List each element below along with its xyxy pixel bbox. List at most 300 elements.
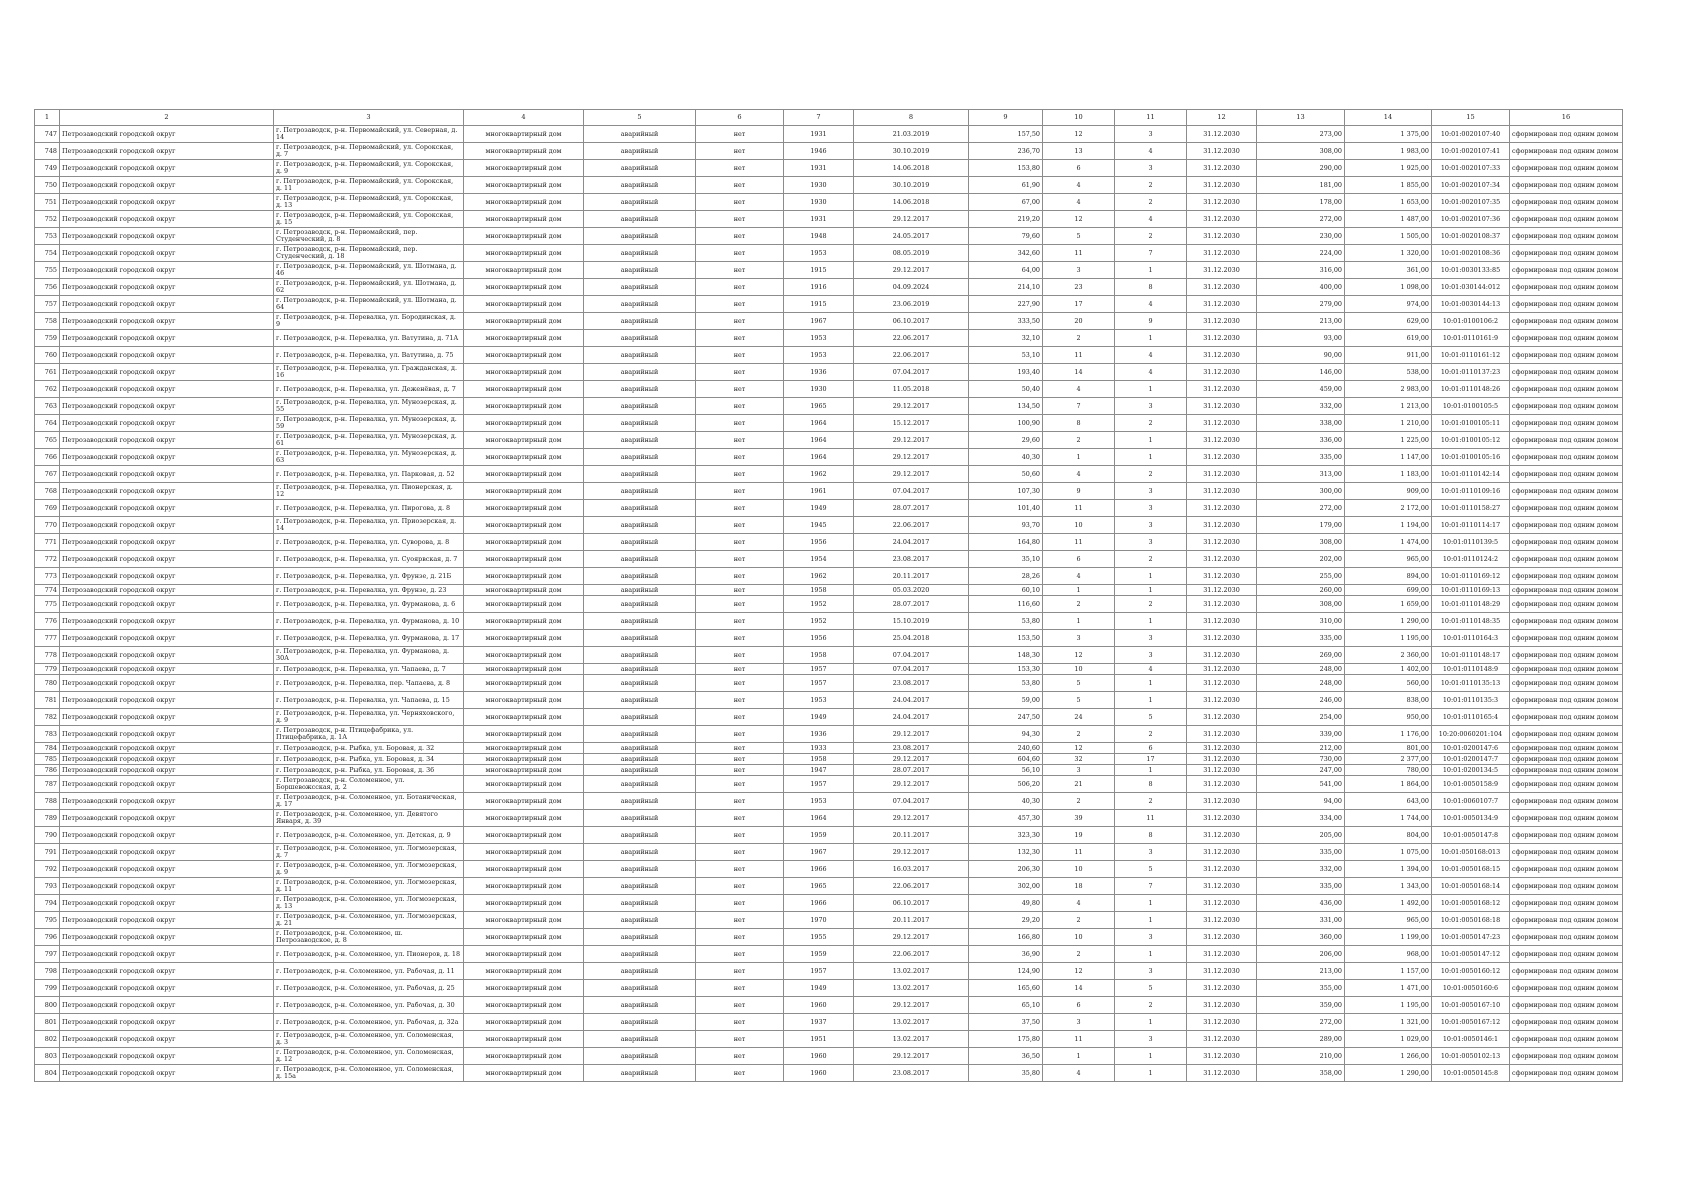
- table-row: [35, 765, 1623, 776]
- land-area-cell: 359,00: [1257, 997, 1345, 1014]
- land-area-cell: 290,00: [1257, 160, 1345, 177]
- land-area-cell: 248,00: [1257, 664, 1345, 675]
- cultural-heritage-cell: нет: [696, 613, 784, 630]
- land-plot-status-cell: сформирован под одним домом: [1510, 313, 1623, 330]
- land-plot-status-cell: сформирован под одним домом: [1510, 895, 1623, 912]
- cadastral-value-cell: 1 210,00: [1345, 415, 1432, 432]
- cadastral-number-cell: 10:01:0110142:14: [1432, 466, 1510, 483]
- residents-count-cell: 12: [1043, 647, 1115, 664]
- land-area-cell: 202,00: [1257, 551, 1345, 568]
- municipality-cell: Петрозаводский городской округ: [60, 483, 274, 500]
- land-plot-status-cell: сформирован под одним домом: [1510, 364, 1623, 381]
- cadastral-value-cell: 1 225,00: [1345, 432, 1432, 449]
- object-type-cell: многоквартирный дом: [464, 211, 584, 228]
- object-type-cell: многоквартирный дом: [464, 449, 584, 466]
- planned-date-cell: 31.12.2030: [1187, 568, 1257, 585]
- row-number-cell: 795: [35, 912, 60, 929]
- address-cell: г. Петрозаводск, р-н. Перевалка, ул. Бородинская, д. 9: [274, 313, 464, 330]
- object-type-cell: многоквартирный дом: [464, 534, 584, 551]
- cultural-heritage-cell: нет: [696, 692, 784, 709]
- cadastral-value-cell: 538,00: [1345, 364, 1432, 381]
- apartments-count-cell: 6: [1115, 743, 1187, 754]
- land-area-cell: 400,00: [1257, 279, 1345, 296]
- residents-count-cell: 5: [1043, 692, 1115, 709]
- apartments-count-cell: 1: [1115, 1065, 1187, 1082]
- land-area-cell: 436,00: [1257, 895, 1345, 912]
- condition-cell: аварийный: [584, 613, 696, 630]
- cultural-heritage-cell: нет: [696, 726, 784, 743]
- table-row: [35, 776, 1623, 793]
- emergency-date-cell: 14.06.2018: [854, 160, 969, 177]
- apartments-count-cell: 3: [1115, 500, 1187, 517]
- address-cell: г. Петрозаводск, р-н. Первомайский, ул. Сорокская, д. 15: [274, 211, 464, 228]
- municipality-cell: Петрозаводский городской округ: [60, 895, 274, 912]
- condition-cell: аварийный: [584, 630, 696, 647]
- municipality-cell: Петрозаводский городской округ: [60, 279, 274, 296]
- table-row: [35, 177, 1623, 194]
- planned-date-cell: 31.12.2030: [1187, 1014, 1257, 1031]
- cadastral-value-cell: 1 474,00: [1345, 534, 1432, 551]
- table-row: [35, 143, 1623, 160]
- municipality-cell: Петрозаводский городской округ: [60, 585, 274, 596]
- cadastral-value-cell: 965,00: [1345, 551, 1432, 568]
- emergency-date-cell: 15.12.2017: [854, 415, 969, 432]
- row-number-cell: 771: [35, 534, 60, 551]
- municipality-cell: Петрозаводский городской округ: [60, 534, 274, 551]
- table-row: [35, 754, 1623, 765]
- emergency-date-cell: 14.06.2018: [854, 194, 969, 211]
- apartments-count-cell: 1: [1115, 765, 1187, 776]
- row-number-cell: 770: [35, 517, 60, 534]
- land-area-cell: 313,00: [1257, 466, 1345, 483]
- address-cell: г. Петрозаводск, р-н. Перевалка, ул. Пирогова, д. 8: [274, 500, 464, 517]
- year-built-cell: 1952: [784, 596, 854, 613]
- total-area-cell: 175,80: [969, 1031, 1043, 1048]
- address-cell: г. Петрозаводск, р-н. Первомайский, ул. Сорокская, д. 13: [274, 194, 464, 211]
- residents-count-cell: 14: [1043, 980, 1115, 997]
- cultural-heritage-cell: нет: [696, 878, 784, 895]
- cadastral-value-cell: 780,00: [1345, 765, 1432, 776]
- object-type-cell: многоквартирный дом: [464, 466, 584, 483]
- land-plot-status-cell: сформирован под одним домом: [1510, 585, 1623, 596]
- planned-date-cell: 31.12.2030: [1187, 765, 1257, 776]
- cadastral-value-cell: 804,00: [1345, 827, 1432, 844]
- emergency-date-cell: 29.12.2017: [854, 997, 969, 1014]
- row-number-cell: 785: [35, 754, 60, 765]
- planned-date-cell: 31.12.2030: [1187, 912, 1257, 929]
- emergency-date-cell: 29.12.2017: [854, 726, 969, 743]
- year-built-cell: 1953: [784, 692, 854, 709]
- apartments-count-cell: 3: [1115, 483, 1187, 500]
- condition-cell: аварийный: [584, 810, 696, 827]
- cadastral-number-cell: 10:01:0050168:14: [1432, 878, 1510, 895]
- cadastral-value-cell: 1 195,00: [1345, 630, 1432, 647]
- total-area-cell: 29,60: [969, 432, 1043, 449]
- total-area-cell: 116,60: [969, 596, 1043, 613]
- total-area-cell: 124,90: [969, 963, 1043, 980]
- planned-date-cell: 31.12.2030: [1187, 398, 1257, 415]
- planned-date-cell: 31.12.2030: [1187, 1031, 1257, 1048]
- cultural-heritage-cell: нет: [696, 296, 784, 313]
- land-area-cell: 181,00: [1257, 177, 1345, 194]
- cultural-heritage-cell: нет: [696, 381, 784, 398]
- land-area-cell: 541,00: [1257, 776, 1345, 793]
- total-area-cell: 61,90: [969, 177, 1043, 194]
- address-cell: г. Петрозаводск, р-н. Перевалка, ул. Мунозерская, д. 61: [274, 432, 464, 449]
- planned-date-cell: 31.12.2030: [1187, 296, 1257, 313]
- land-plot-status-cell: сформирован под одним домом: [1510, 776, 1623, 793]
- planned-date-cell: 31.12.2030: [1187, 895, 1257, 912]
- total-area-cell: 153,50: [969, 630, 1043, 647]
- condition-cell: аварийный: [584, 743, 696, 754]
- cultural-heritage-cell: нет: [696, 483, 784, 500]
- cadastral-value-cell: 2 377,00: [1345, 754, 1432, 765]
- year-built-cell: 1959: [784, 946, 854, 963]
- apartments-count-cell: 11: [1115, 810, 1187, 827]
- condition-cell: аварийный: [584, 296, 696, 313]
- total-area-cell: 40,30: [969, 793, 1043, 810]
- land-plot-status-cell: сформирован под одним домом: [1510, 912, 1623, 929]
- apartments-count-cell: 3: [1115, 398, 1187, 415]
- emergency-date-cell: 25.04.2018: [854, 630, 969, 647]
- condition-cell: аварийный: [584, 211, 696, 228]
- condition-cell: аварийный: [584, 963, 696, 980]
- planned-date-cell: 31.12.2030: [1187, 364, 1257, 381]
- total-area-cell: 53,80: [969, 613, 1043, 630]
- land-plot-status-cell: сформирован под одним домом: [1510, 963, 1623, 980]
- row-number-cell: 764: [35, 415, 60, 432]
- land-area-cell: 273,00: [1257, 126, 1345, 143]
- row-number-cell: 787: [35, 776, 60, 793]
- address-cell: г. Петрозаводск, р-н. Перевалка, ул. Деженёвая, д. 7: [274, 381, 464, 398]
- object-type-cell: многоквартирный дом: [464, 596, 584, 613]
- municipality-cell: Петрозаводский городской округ: [60, 245, 274, 262]
- residents-count-cell: 11: [1043, 1031, 1115, 1048]
- planned-date-cell: 31.12.2030: [1187, 585, 1257, 596]
- residents-count-cell: 9: [1043, 483, 1115, 500]
- land-area-cell: 360,00: [1257, 929, 1345, 946]
- apartments-count-cell: 17: [1115, 754, 1187, 765]
- cadastral-value-cell: 1 098,00: [1345, 279, 1432, 296]
- object-type-cell: многоквартирный дом: [464, 946, 584, 963]
- land-plot-status-cell: сформирован под одним домом: [1510, 177, 1623, 194]
- condition-cell: аварийный: [584, 827, 696, 844]
- cultural-heritage-cell: нет: [696, 585, 784, 596]
- apartments-count-cell: 3: [1115, 160, 1187, 177]
- emergency-date-cell: 30.10.2019: [854, 143, 969, 160]
- address-cell: г. Петрозаводск, р-н. Перевалка, ул. Парковая, д. 52: [274, 466, 464, 483]
- object-type-cell: многоквартирный дом: [464, 262, 584, 279]
- land-plot-status-cell: сформирован под одним домом: [1510, 415, 1623, 432]
- residents-count-cell: 5: [1043, 675, 1115, 692]
- total-area-cell: 60,10: [969, 585, 1043, 596]
- cadastral-number-cell: 10:01:0100105:11: [1432, 415, 1510, 432]
- cultural-heritage-cell: нет: [696, 245, 784, 262]
- cadastral-value-cell: 699,00: [1345, 585, 1432, 596]
- municipality-cell: Петрозаводский городской округ: [60, 946, 274, 963]
- municipality-cell: Петрозаводский городской округ: [60, 630, 274, 647]
- cultural-heritage-cell: нет: [696, 743, 784, 754]
- year-built-cell: 1964: [784, 449, 854, 466]
- land-plot-status-cell: сформирован под одним домом: [1510, 997, 1623, 1014]
- year-built-cell: 1949: [784, 980, 854, 997]
- total-area-cell: 164,80: [969, 534, 1043, 551]
- total-area-cell: 193,40: [969, 364, 1043, 381]
- planned-date-cell: 31.12.2030: [1187, 946, 1257, 963]
- planned-date-cell: 31.12.2030: [1187, 793, 1257, 810]
- total-area-cell: 166,80: [969, 929, 1043, 946]
- planned-date-cell: 31.12.2030: [1187, 878, 1257, 895]
- table-row: [35, 262, 1623, 279]
- address-cell: г. Петрозаводск, р-н. Соломенное, ул. Логмозерская, д. 7: [274, 844, 464, 861]
- year-built-cell: 1961: [784, 483, 854, 500]
- apartments-count-cell: 4: [1115, 211, 1187, 228]
- total-area-cell: 219,20: [969, 211, 1043, 228]
- cadastral-number-cell: 10:01:0020107:33: [1432, 160, 1510, 177]
- residents-count-cell: 11: [1043, 500, 1115, 517]
- municipality-cell: Петрозаводский городской округ: [60, 211, 274, 228]
- land-area-cell: 272,00: [1257, 1014, 1345, 1031]
- emergency-date-cell: 24.04.2017: [854, 534, 969, 551]
- total-area-cell: 323,30: [969, 827, 1043, 844]
- year-built-cell: 1962: [784, 568, 854, 585]
- land-area-cell: 255,00: [1257, 568, 1345, 585]
- emergency-date-cell: 29.12.2017: [854, 754, 969, 765]
- emergency-date-cell: 23.08.2017: [854, 1065, 969, 1082]
- total-area-cell: 49,80: [969, 895, 1043, 912]
- apartments-count-cell: 1: [1115, 1014, 1187, 1031]
- condition-cell: аварийный: [584, 726, 696, 743]
- total-area-cell: 93,70: [969, 517, 1043, 534]
- land-plot-status-cell: сформирован под одним домом: [1510, 630, 1623, 647]
- land-plot-status-cell: сформирован под одним домом: [1510, 568, 1623, 585]
- land-area-cell: 269,00: [1257, 647, 1345, 664]
- cadastral-number-cell: 10:01:0110148:35: [1432, 613, 1510, 630]
- row-number-cell: 779: [35, 664, 60, 675]
- cadastral-number-cell: 10:01:0020108:37: [1432, 228, 1510, 245]
- land-plot-status-cell: сформирован под одним домом: [1510, 398, 1623, 415]
- row-number-cell: 804: [35, 1065, 60, 1082]
- emergency-date-cell: 22.06.2017: [854, 517, 969, 534]
- row-number-cell: 750: [35, 177, 60, 194]
- land-plot-status-cell: сформирован под одним домом: [1510, 647, 1623, 664]
- year-built-cell: 1930: [784, 177, 854, 194]
- municipality-cell: Петрозаводский городской округ: [60, 143, 274, 160]
- residents-count-cell: 2: [1043, 330, 1115, 347]
- row-number-cell: 749: [35, 160, 60, 177]
- emergency-date-cell: 23.08.2017: [854, 675, 969, 692]
- table-row: [35, 692, 1623, 709]
- residents-count-cell: 10: [1043, 861, 1115, 878]
- cadastral-value-cell: 1 320,00: [1345, 245, 1432, 262]
- object-type-cell: многоквартирный дом: [464, 997, 584, 1014]
- year-built-cell: 1958: [784, 647, 854, 664]
- residents-count-cell: 2: [1043, 432, 1115, 449]
- condition-cell: аварийный: [584, 143, 696, 160]
- planned-date-cell: 31.12.2030: [1187, 613, 1257, 630]
- apartments-count-cell: 2: [1115, 997, 1187, 1014]
- municipality-cell: Петрозаводский городской округ: [60, 726, 274, 743]
- cadastral-value-cell: 2 983,00: [1345, 381, 1432, 398]
- land-area-cell: 335,00: [1257, 449, 1345, 466]
- object-type-cell: многоквартирный дом: [464, 810, 584, 827]
- table-row: [35, 963, 1623, 980]
- cadastral-value-cell: 1 983,00: [1345, 143, 1432, 160]
- table-row: [35, 810, 1623, 827]
- cadastral-value-cell: 1 321,00: [1345, 1014, 1432, 1031]
- total-area-cell: 457,30: [969, 810, 1043, 827]
- total-area-cell: 132,30: [969, 844, 1043, 861]
- row-number-cell: 798: [35, 963, 60, 980]
- cultural-heritage-cell: нет: [696, 675, 784, 692]
- land-plot-status-cell: сформирован под одним домом: [1510, 946, 1623, 963]
- cadastral-number-cell: 10:01:0020107:35: [1432, 194, 1510, 211]
- residents-count-cell: 20: [1043, 313, 1115, 330]
- year-built-cell: 1937: [784, 1014, 854, 1031]
- cadastral-number-cell: 10:01:0110161:12: [1432, 347, 1510, 364]
- row-number-cell: 803: [35, 1048, 60, 1065]
- cadastral-number-cell: 10:01:0110148:17: [1432, 647, 1510, 664]
- condition-cell: аварийный: [584, 364, 696, 381]
- emergency-date-cell: 22.06.2017: [854, 878, 969, 895]
- cadastral-number-cell: 10:01:0110164:3: [1432, 630, 1510, 647]
- emergency-date-cell: 16.03.2017: [854, 861, 969, 878]
- address-cell: г. Петрозаводск, р-н. Первомайский, ул. Шотмана, д. 64: [274, 296, 464, 313]
- planned-date-cell: 31.12.2030: [1187, 664, 1257, 675]
- land-area-cell: 355,00: [1257, 980, 1345, 997]
- table-row: [35, 878, 1623, 895]
- table-row: [35, 1048, 1623, 1065]
- cadastral-number-cell: 10:01:0110165:4: [1432, 709, 1510, 726]
- object-type-cell: многоквартирный дом: [464, 878, 584, 895]
- object-type-cell: многоквартирный дом: [464, 743, 584, 754]
- row-number-cell: 757: [35, 296, 60, 313]
- cadastral-value-cell: 2 172,00: [1345, 500, 1432, 517]
- year-built-cell: 1949: [784, 500, 854, 517]
- condition-cell: аварийный: [584, 330, 696, 347]
- cadastral-number-cell: 10:01:0050146:1: [1432, 1031, 1510, 1048]
- apartments-count-cell: 4: [1115, 143, 1187, 160]
- condition-cell: аварийный: [584, 1031, 696, 1048]
- planned-date-cell: 31.12.2030: [1187, 381, 1257, 398]
- cadastral-number-cell: 10:01:0110161:9: [1432, 330, 1510, 347]
- table-row: [35, 1065, 1623, 1082]
- year-built-cell: 1936: [784, 364, 854, 381]
- land-area-cell: 316,00: [1257, 262, 1345, 279]
- object-type-cell: многоквартирный дом: [464, 585, 584, 596]
- object-type-cell: многоквартирный дом: [464, 929, 584, 946]
- year-built-cell: 1930: [784, 194, 854, 211]
- cultural-heritage-cell: нет: [696, 997, 784, 1014]
- table-row: [35, 279, 1623, 296]
- object-type-cell: многоквартирный дом: [464, 415, 584, 432]
- emergency-date-cell: 07.04.2017: [854, 364, 969, 381]
- planned-date-cell: 31.12.2030: [1187, 211, 1257, 228]
- condition-cell: аварийный: [584, 692, 696, 709]
- column-number: 10: [1043, 110, 1115, 126]
- year-built-cell: 1945: [784, 517, 854, 534]
- cultural-heritage-cell: нет: [696, 793, 784, 810]
- cadastral-number-cell: 10:01:0050168:15: [1432, 861, 1510, 878]
- year-built-cell: 1957: [784, 776, 854, 793]
- cadastral-value-cell: 1 213,00: [1345, 398, 1432, 415]
- emergency-date-cell: 07.04.2017: [854, 483, 969, 500]
- address-cell: г. Петрозаводск, р-н. Соломенное, ш. Петрозаводское, д. 8: [274, 929, 464, 946]
- apartments-count-cell: 5: [1115, 980, 1187, 997]
- cultural-heritage-cell: нет: [696, 980, 784, 997]
- municipality-cell: Петрозаводский городской округ: [60, 500, 274, 517]
- condition-cell: аварийный: [584, 415, 696, 432]
- land-plot-status-cell: сформирован под одним домом: [1510, 228, 1623, 245]
- table-row: [35, 929, 1623, 946]
- residents-count-cell: 19: [1043, 827, 1115, 844]
- land-plot-status-cell: сформирован под одним домом: [1510, 844, 1623, 861]
- land-plot-status-cell: сформирован под одним домом: [1510, 126, 1623, 143]
- row-number-cell: 763: [35, 398, 60, 415]
- address-cell: г. Петрозаводск, р-н. Перевалка, ул. Фурманова, д. 6: [274, 596, 464, 613]
- residents-count-cell: 6: [1043, 551, 1115, 568]
- condition-cell: аварийный: [584, 647, 696, 664]
- cultural-heritage-cell: нет: [696, 262, 784, 279]
- cadastral-number-cell: 10:01:0050168:12: [1432, 895, 1510, 912]
- land-plot-status-cell: сформирован под одним домом: [1510, 500, 1623, 517]
- row-number-cell: 797: [35, 946, 60, 963]
- year-built-cell: 1957: [784, 963, 854, 980]
- cadastral-value-cell: 1 471,00: [1345, 980, 1432, 997]
- total-area-cell: 67,00: [969, 194, 1043, 211]
- year-built-cell: 1953: [784, 330, 854, 347]
- address-cell: г. Петрозаводск, р-н. Перевалка, ул. Мунозерская, д. 55: [274, 398, 464, 415]
- total-area-cell: 604,60: [969, 754, 1043, 765]
- address-cell: г. Петрозаводск, р-н. Перевалка, ул. Фурманова, д. 30А: [274, 647, 464, 664]
- planned-date-cell: 31.12.2030: [1187, 177, 1257, 194]
- address-cell: г. Петрозаводск, р-н. Соломенное, ул. Рабочая, д. 11: [274, 963, 464, 980]
- emergency-date-cell: 23.08.2017: [854, 743, 969, 754]
- emergency-date-cell: 07.04.2017: [854, 793, 969, 810]
- emergency-date-cell: 15.10.2019: [854, 613, 969, 630]
- condition-cell: аварийный: [584, 500, 696, 517]
- table-row: [35, 296, 1623, 313]
- land-area-cell: 310,00: [1257, 613, 1345, 630]
- object-type-cell: многоквартирный дом: [464, 630, 584, 647]
- apartments-count-cell: 4: [1115, 347, 1187, 364]
- land-plot-status-cell: сформирован под одним домом: [1510, 664, 1623, 675]
- land-area-cell: 212,00: [1257, 743, 1345, 754]
- cadastral-value-cell: 1 864,00: [1345, 776, 1432, 793]
- column-number: 6: [696, 110, 784, 126]
- object-type-cell: многоквартирный дом: [464, 347, 584, 364]
- municipality-cell: Петрозаводский городской округ: [60, 692, 274, 709]
- planned-date-cell: 31.12.2030: [1187, 929, 1257, 946]
- residents-count-cell: 1: [1043, 613, 1115, 630]
- cadastral-value-cell: 974,00: [1345, 296, 1432, 313]
- condition-cell: аварийный: [584, 534, 696, 551]
- land-plot-status-cell: сформирован под одним домом: [1510, 596, 1623, 613]
- land-area-cell: 90,00: [1257, 347, 1345, 364]
- table-row: [35, 160, 1623, 177]
- residents-count-cell: 18: [1043, 878, 1115, 895]
- address-cell: г. Петрозаводск, р-н. Перевалка, ул. Приозерская, д. 14: [274, 517, 464, 534]
- year-built-cell: 1953: [784, 347, 854, 364]
- land-area-cell: 178,00: [1257, 194, 1345, 211]
- cadastral-number-cell: 10:01:0050147:12: [1432, 946, 1510, 963]
- municipality-cell: Петрозаводский городской округ: [60, 1048, 274, 1065]
- condition-cell: аварийный: [584, 754, 696, 765]
- cadastral-number-cell: 10:01:0020107:40: [1432, 126, 1510, 143]
- cultural-heritage-cell: нет: [696, 754, 784, 765]
- row-number-cell: 780: [35, 675, 60, 692]
- row-number-cell: 768: [35, 483, 60, 500]
